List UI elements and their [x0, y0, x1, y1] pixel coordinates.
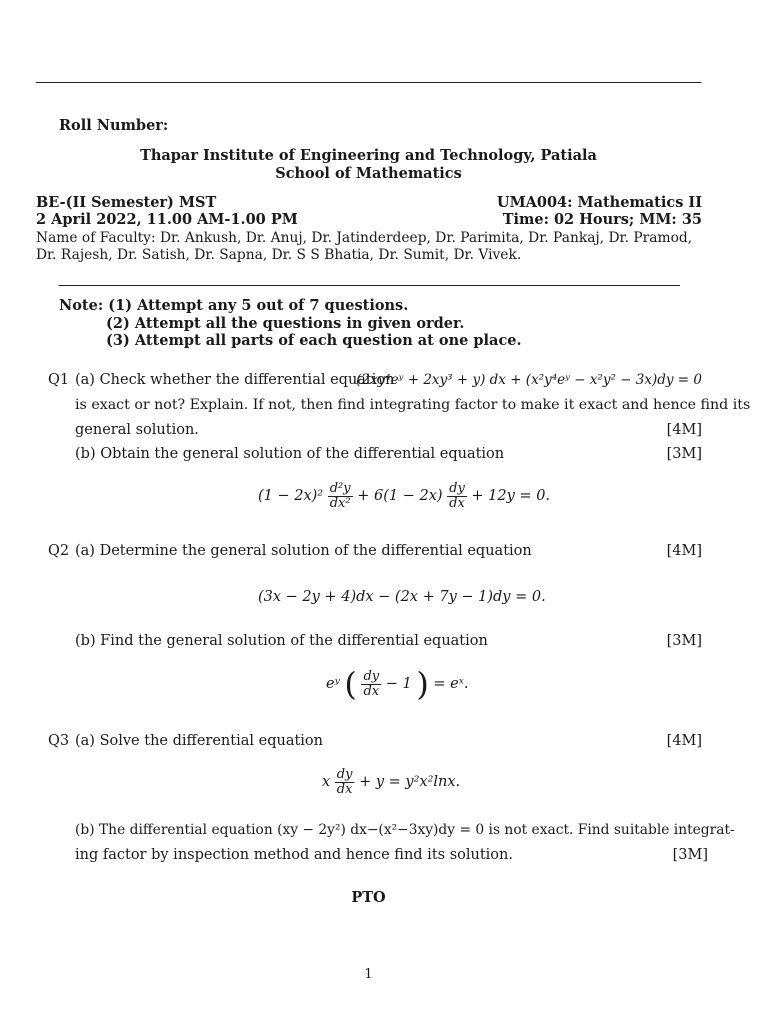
q1b-fraction-2-num: dy [449, 481, 465, 496]
page-number: 1 [364, 967, 373, 982]
q3a-marks: [4M] [666, 733, 702, 749]
time-and-marks: Time: 02 Hours; MM: 35 [502, 211, 702, 228]
q1b-fraction-1-den: dx² [329, 495, 351, 511]
note-line-1: Note: (1) Attempt any 5 out of 7 questions. [59, 297, 409, 314]
note-line-2: (2) Attempt all the questions in given order. [106, 315, 465, 332]
q2-number: Q2 [48, 543, 70, 559]
course-code: UMA004: Mathematics II [496, 194, 702, 211]
exam-name: BE-(II Semester) MST [36, 194, 217, 211]
q1a-equation: (2xy⁴eʸ + 2xy³ + y) dx + (x²y⁴eʸ − x²y² − 3x)dy = 0 [356, 372, 702, 388]
q2a-equation: (3x − 2y + 4)dx − (2x + 7y − 1)dy = 0. [258, 589, 546, 605]
q1b-equation [258, 482, 550, 510]
q1a-text: (a) Check whether the differential equation [75, 372, 395, 388]
q3b-text-line-1: (b) The differential equation (xy − 2y²) dx−(x²−3xy)dy = 0 is not exact. Find suitable integrat- [75, 822, 735, 838]
q1b-fraction-2 [447, 482, 467, 510]
q1b-eq-pre: (1 − 2x)² [258, 488, 324, 505]
q1a-marks: [4M] [666, 422, 702, 438]
school-name: School of Mathematics [275, 165, 462, 182]
q1-number: Q1 [48, 372, 70, 388]
q1b-fraction-1 [328, 482, 353, 510]
q1a-text-line-2: is exact or not? Explain. If not, then find integrating factor to make it exact and hence find its [75, 397, 751, 413]
q2b-text: (b) Find the general solution of the differential equation [75, 633, 488, 649]
q3-number: Q3 [48, 733, 70, 749]
q2b-fraction-den: dx [363, 683, 380, 699]
q2b-eq-pre: eʸ [326, 676, 340, 692]
header-divider [59, 285, 680, 286]
q3a-equation [322, 768, 460, 796]
q3a-fraction-den: dx [336, 781, 353, 797]
q1b-marks: [3M] [666, 446, 702, 462]
q3a-fraction-num: dy [336, 767, 353, 782]
top-rule [36, 82, 701, 83]
roll-number-label: Roll Number: [59, 117, 169, 134]
q2a-marks: [4M] [666, 543, 702, 559]
q1b-fraction-2-den: dx [449, 495, 465, 511]
q3a-eq-post: + y = y²x²lnx. [359, 774, 461, 791]
q1b-fraction-1-num: d²y [329, 481, 351, 496]
q1a-text-line-3: general solution. [75, 422, 199, 438]
q3a-fraction [335, 768, 355, 796]
faculty-line-1: Name of Faculty: Dr. Ankush, Dr. Anuj, Dr. Jatinderdeep, Dr. Parimita, Dr. Pankaj, Dr. Pramod, [36, 230, 693, 246]
q3a-text: (a) Solve the differential equation [75, 733, 323, 749]
note-line-3: (3) Attempt all parts of each question at one place. [106, 332, 522, 349]
q2b-eq-post: = eˣ. [433, 676, 469, 692]
faculty-line-2: Dr. Rajesh, Dr. Satish, Dr. Sapna, Dr. S S Bhatia, Dr. Sumit, Dr. Vivek. [36, 247, 522, 263]
q3a-eq-pre: x [322, 774, 331, 791]
q3b-text-line-2: ing factor by inspection method and hence find its solution. [75, 847, 513, 863]
q2a-text: (a) Determine the general solution of the differential equation [75, 543, 532, 559]
q1b-text: (b) Obtain the general solution of the differential equation [75, 446, 505, 462]
q1b-eq-post: + 12y = 0. [471, 488, 551, 505]
q3b-marks: [3M] [672, 847, 708, 863]
q2b-fraction-num: dy [363, 668, 380, 684]
q2b-marks: [3M] [666, 633, 702, 649]
q2b-eq-mid: − 1 [385, 676, 412, 692]
q2b-fraction [361, 670, 381, 698]
q2b-equation [326, 665, 469, 703]
institute-name: Thapar Institute of Engineering and Technology, Patiala [140, 147, 597, 164]
q1b-eq-mid: + 6(1 − 2x) [357, 488, 443, 505]
right-paren: ) [416, 665, 429, 703]
pto-label: PTO [351, 889, 386, 906]
left-paren: ( [344, 665, 357, 703]
exam-date-time: 2 April 2022, 11.00 AM-1.00 PM [36, 211, 298, 228]
